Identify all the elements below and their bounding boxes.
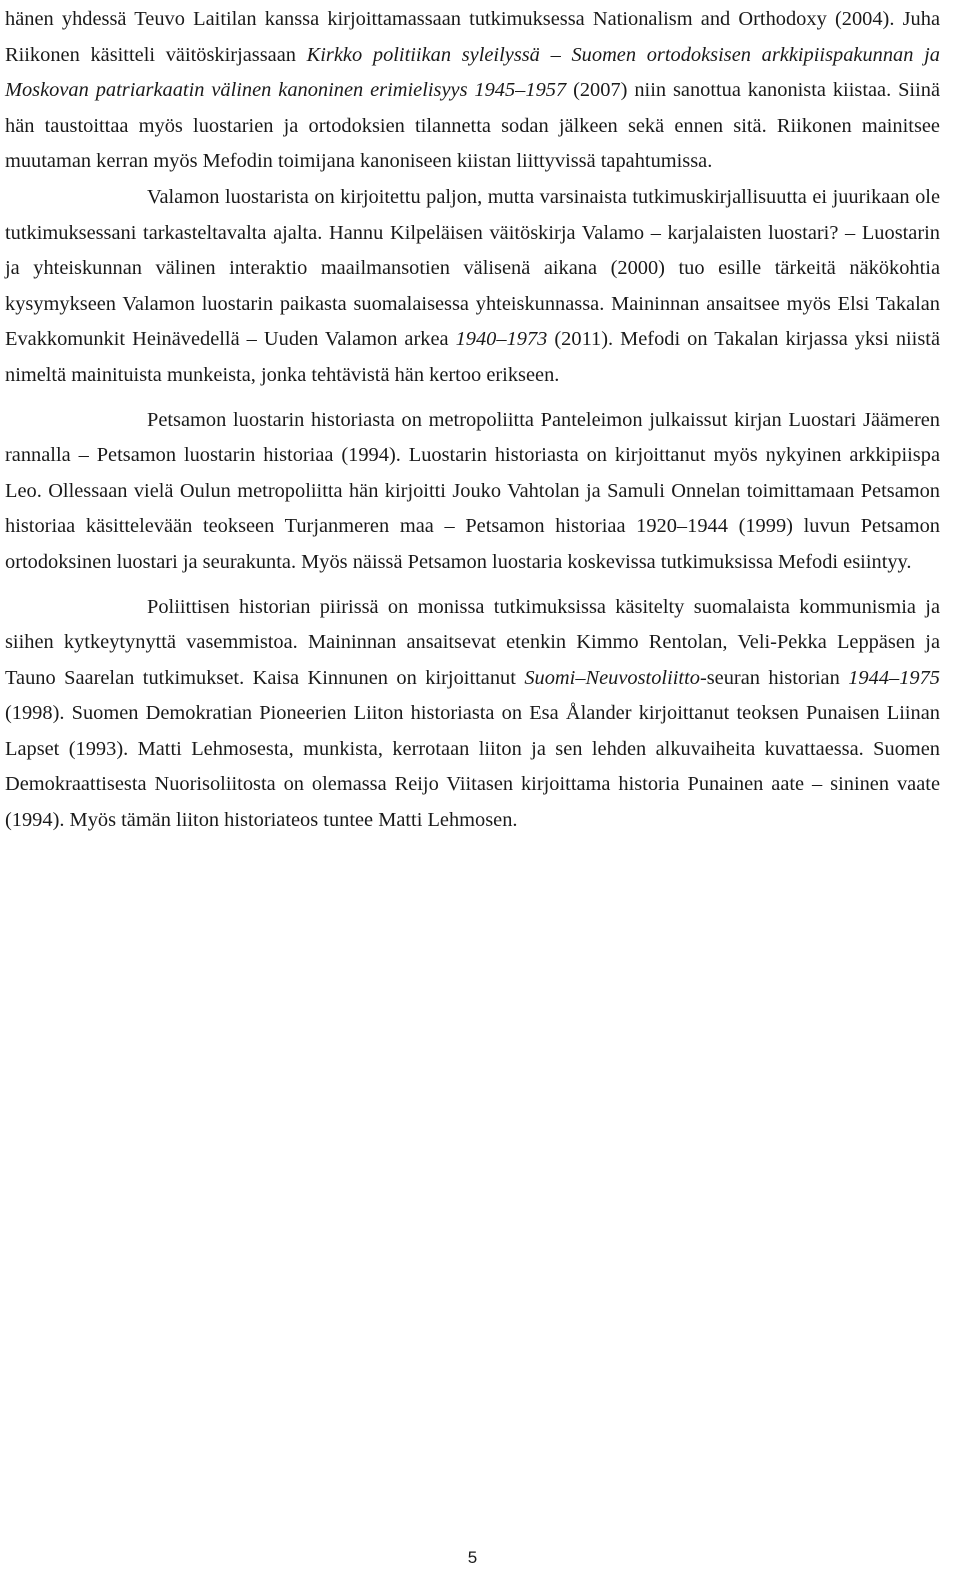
body-paragraph-2: [5, 180, 940, 394]
book-title-years: 1940–1973: [455, 328, 548, 351]
body-paragraph-1: [5, 2, 940, 180]
thesis-title: Kirkko politiikan syleilyssä – Suomen ortodoksisen arkkipiispakunnan ja Moskovan patriarkaatin välinen kanoninen erimielisyys 1945–1957: [5, 43, 940, 102]
body-paragraph-3: [5, 403, 940, 581]
history-years: 1944–1975: [848, 666, 940, 689]
paragraph-3-text: Petsamon luostarin historiasta on metropoliitta Panteleimon julkaissut kirjan Luostari Jäämeren rannalla – Petsamon luostarin historiaa (1994). Luostarin historiasta on kirjoittanut myös nykyinen arkkipiispa Leo. Ollessaan vielä Oulun metropoliitta hän kirjoitti Jouko Vahtolan ja Samuli Onnelan toimittamaan Petsamon historiaa käsittelevään teokseen Turjanmeren maa – Petsamon historiaa 1920–1944 (1999) luvun Petsamon ortodoksinen luostari ja seurakunta. Myös näissä Petsamon luostaria koskevissa tutkimuksissa Mefodi esiintyy.: [5, 408, 940, 573]
paragraph-2-text: Valamon luostarista on kirjoitettu paljon, mutta varsinaista tutkimuskirjallisuutta ei juurikaan ole tutkimuksessani tarkasteltavalta ajalta. Hannu Kilpeläisen väitöskirja Valamo – karjalaisten luostari? – Luostarin ja yhteiskunnan välinen interaktio maailmansotien välisenä aikana (2000) tuo esille tärkeitä näkökohtia kysymykseen Valamon luostarin paikasta suomalaisessa yhteiskunnassa. Maininnan ansaitsee myös Elsi Takalan Evakkomunkit Heinävedellä – Uuden Valamon arkea: [5, 185, 940, 351]
paragraph-1-text: hänen yhdessä Teuvo Laitilan kanssa kirjoittamassaan tutkimuksessa Nationalism and Orthodoxy (2004). Juha Riikonen käsitteli väitöskirjassaan: [5, 8, 940, 66]
society-name: Suomi–Neuvostoliitto: [524, 666, 700, 689]
document-page: [5, 0, 940, 839]
paragraph-2-text-cont: (2011). Mefodi on Takalan kirjassa yksi niistä nimeltä mainituista munkeista, jonka tehtävistä hän kertoo erikseen.: [5, 328, 940, 386]
paragraph-1-text-cont: (2007) niin sanottua kanonista kiistaa. Siinä hän taustoittaa myös luostarien ja ortodoksien tilannetta sodan jälkeen sekä ennen sitä. Riikonen mainitsee muutaman kerran myös Mefodin toimijana kanoniseen kiistan liittyvissä tapahtumissa.: [5, 79, 940, 173]
paragraph-4-text: Poliittisen historian piirissä on monissa tutkimuksissa käsitelty suomalaista kommunismia ja siihen kytkeytynyttä vasemmistoa. Maininnan ansaitsevat etenkin Kimmo Rentolan, Veli-Pekka Leppäsen ja Tauno Saarelan tutkimukset. Kaisa Kinnunen on kirjoittanut: [5, 595, 940, 689]
body-paragraph-4: [5, 590, 940, 839]
paragraph-4-text-cont: -seuran historian: [699, 666, 849, 689]
paragraph-4-text-end: (1998). Suomen Demokratian Pioneerien Liiton historiasta on Esa Ålander kirjoittanut teoksen Punaisen Liinan Lapset (1993). Matti Lehmosesta, munkista, kerrotaan liiton ja sen lehden alkuvaiheita kuvattaessa. Suomen Demokraattisesta Nuorisoliitosta on olemassa Reijo Viitasen kirjoittama historia Punainen aate – sininen vaate (1994). Myös tämän liiton historiateos tuntee Matti Lehmosen.: [5, 702, 940, 832]
page-number: 5: [467, 1548, 478, 1567]
